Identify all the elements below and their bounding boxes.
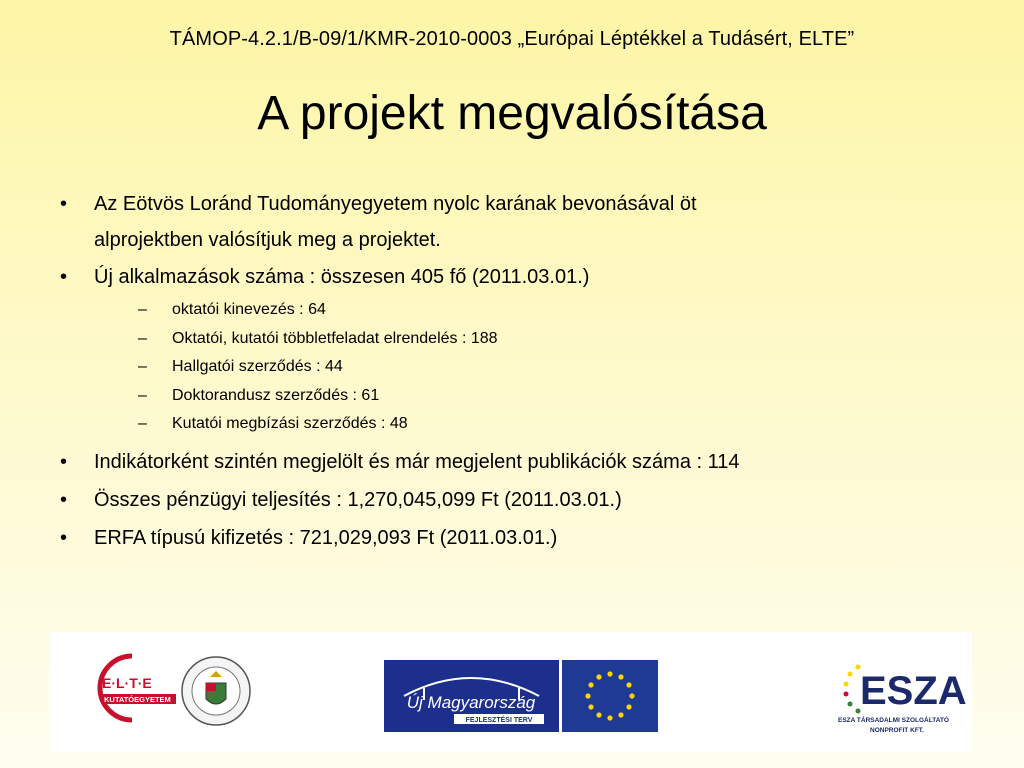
university-seal <box>180 655 252 727</box>
bullet-marker: • <box>60 193 68 215</box>
esza-logo-text: ESZA <box>860 669 967 713</box>
um-logo-text: Új Magyarország <box>406 693 536 712</box>
esza-logo <box>838 654 967 736</box>
um-logo-subtext: FEJLESZTÉSI TERV <box>465 717 533 724</box>
project-code-header: TÁMOP-4.2.1/B-09/1/KMR-2010-0003 „Európai Léptékkel a Tudásért, ELTE” <box>169 28 855 50</box>
bullet-marker: • <box>60 488 68 511</box>
eu-flag-background <box>562 660 658 732</box>
sub-bullet-item <box>94 325 960 354</box>
bullet-text: Az Eötvös Loránd Tudományegyetem nyolc karának bevonásával öt <box>94 193 697 215</box>
sub-bullet-item <box>94 382 960 411</box>
esza-star-ring-icon <box>844 665 861 714</box>
bullet-text: Indikátorként szintén megjelölt és már megjelent publikációk száma : 114 <box>94 450 740 473</box>
dash-marker: – <box>138 386 147 404</box>
seal-shield-quarter-icon <box>206 683 216 691</box>
elte-logo-subtext: KUTATÓEGYETEM <box>104 695 171 704</box>
esza-logo-subtext-2: NONPROFIT KFT. <box>870 727 924 734</box>
bullet-item <box>60 186 960 258</box>
dash-marker: – <box>138 329 147 347</box>
dash-marker: – <box>138 301 147 318</box>
sub-bullet-item <box>94 296 960 325</box>
bullet-list <box>60 186 960 557</box>
uj-magyarorszag-logo <box>384 660 559 732</box>
bullet-item <box>60 443 960 481</box>
bullet-marker: • <box>60 450 68 473</box>
bullet-item <box>60 258 960 439</box>
bullet-text: Új alkalmazások száma : összesen 405 fő (2011.03.01.) <box>94 266 590 288</box>
bullet-text: ERFA típusú kifizetés : 721,029,093 Ft (2011.03.01.) <box>94 526 558 549</box>
sub-bullet-list <box>94 296 960 439</box>
dash-marker: – <box>138 415 147 432</box>
sub-bullet-item <box>94 410 960 439</box>
elte-logo-text: E·L·T·E <box>102 675 152 691</box>
elte-logo <box>88 650 178 726</box>
bullet-item <box>60 519 960 557</box>
sub-bullet-text: Oktatói, kutatói többletfeladat elrendelés : 188 <box>172 329 498 347</box>
bullet-marker: • <box>60 526 68 549</box>
bullet-marker: • <box>60 266 68 288</box>
sub-bullet-text: Kutatói megbízási szerződés : 48 <box>172 415 408 432</box>
bullet-item <box>60 481 960 519</box>
bullet-text: alprojektben valósítjuk meg a projektet. <box>94 229 441 251</box>
sub-bullet-text: Doktorandusz szerződés : 61 <box>172 386 380 404</box>
sub-bullet-text: Hallgatói szerződés : 44 <box>172 358 343 375</box>
sub-bullet-item <box>94 353 960 382</box>
sub-bullet-text: oktatói kinevezés : 64 <box>172 301 326 318</box>
dash-marker: – <box>138 358 147 375</box>
slide-title: A projekt megvalósítása <box>257 87 767 140</box>
esza-logo-subtext: ESZA TÁRSADALMI SZOLGÁLTATÓ <box>838 717 949 724</box>
eu-flag <box>562 660 658 732</box>
bullet-text: Összes pénzügyi teljesítés : 1,270,045,099 Ft (2011.03.01.) <box>94 488 622 511</box>
